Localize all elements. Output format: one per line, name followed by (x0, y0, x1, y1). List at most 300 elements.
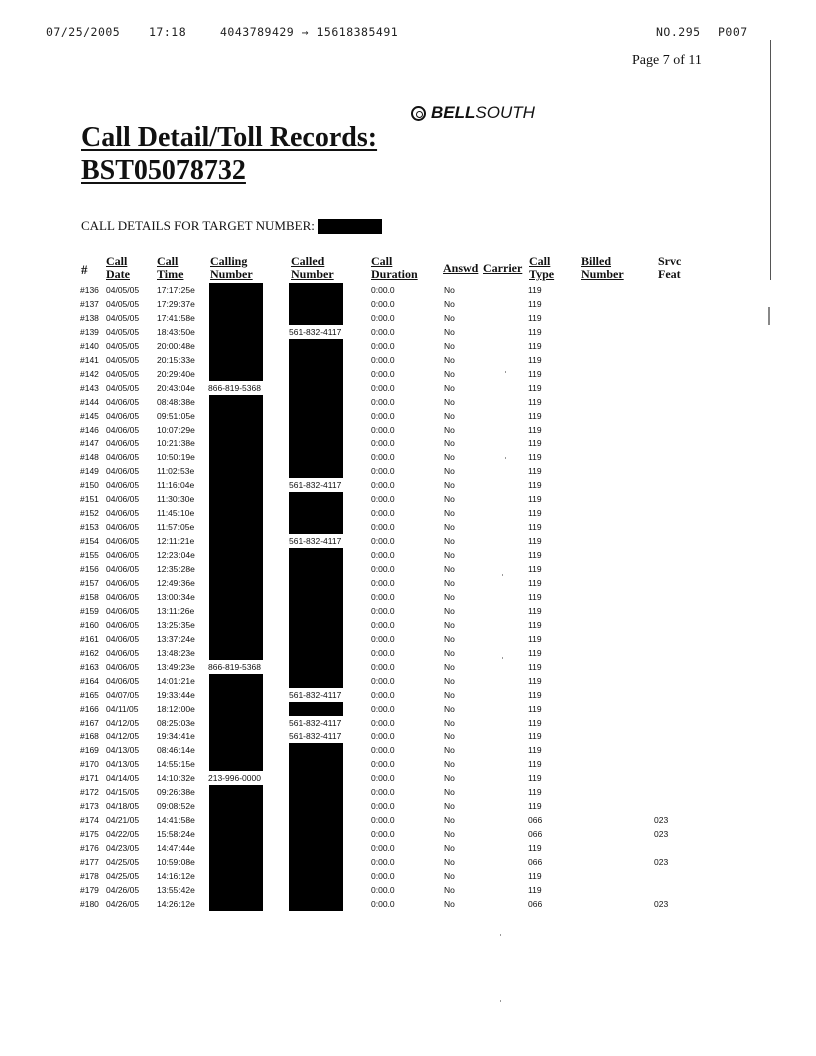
header-srvc-feat: Srvc Feat (658, 254, 682, 281)
call-type: 119 (528, 578, 542, 588)
answered-flag: No (444, 843, 455, 853)
answered-flag: No (444, 856, 455, 867)
call-duration: 0:00.0 (371, 884, 395, 895)
answered-flag: No (444, 605, 455, 616)
called-number-redaction (289, 283, 343, 297)
calling-number-redaction (209, 297, 263, 311)
call-time: 19:34:41e (157, 731, 195, 742)
answered-flag: No (444, 787, 455, 798)
answered-flag: No (444, 689, 455, 700)
calling-number-redaction (209, 688, 263, 702)
record-number: #153 (80, 522, 99, 533)
calling-number-redaction (209, 325, 263, 339)
answered-flag: No (444, 466, 455, 477)
calling-number-redaction (209, 813, 263, 827)
scan-speck (505, 457, 506, 459)
call-duration: 0:00.0 (371, 410, 395, 421)
call-time: 13:00:34e (157, 591, 195, 602)
call-time: 09:51:05e (157, 410, 195, 421)
call-time: 13:48:23e (157, 647, 195, 658)
calling-number-redaction (209, 562, 263, 576)
call-time: 17:17:25e (157, 285, 195, 295)
record-number: #146 (80, 424, 99, 435)
calling-number-redaction (209, 423, 263, 437)
call-duration: 0:00.0 (371, 591, 395, 602)
record-number: #157 (80, 578, 99, 588)
record-number: #177 (80, 856, 99, 867)
call-time: 09:26:38e (157, 787, 195, 798)
table-row (80, 729, 700, 743)
call-duration: 0:00.0 (371, 661, 395, 672)
call-date: 04/05/05 (106, 354, 140, 365)
called-number-redaction (289, 785, 343, 799)
call-duration: 0:00.0 (371, 773, 395, 784)
call-duration: 0:00.0 (371, 396, 395, 407)
call-type: 119 (528, 605, 542, 616)
call-type: 119 (528, 424, 542, 435)
calling-number-redaction (209, 409, 263, 423)
call-date: 04/06/05 (106, 550, 140, 560)
scan-edge-mark (768, 307, 770, 325)
record-number: #180 (80, 898, 99, 909)
call-duration: 0:00.0 (371, 605, 395, 616)
call-time: 19:33:44e (157, 689, 195, 700)
record-number: #149 (80, 466, 99, 477)
call-duration: 0:00.0 (371, 382, 395, 393)
service-feature: 023 (654, 829, 669, 839)
calling-number-redaction (209, 743, 263, 757)
scan-speck (505, 371, 506, 373)
call-date: 04/06/05 (106, 578, 140, 588)
call-type: 119 (528, 382, 542, 393)
call-type: 119 (528, 285, 542, 295)
service-feature: 023 (654, 856, 669, 867)
calling-number-redaction (209, 716, 263, 730)
answered-flag: No (444, 661, 455, 672)
calling-number-redaction (209, 520, 263, 534)
calling-number-redaction (209, 478, 263, 492)
header-billed-number: Billed Number (581, 254, 624, 281)
called-number-redaction (289, 813, 343, 827)
call-time: 10:50:19e (157, 452, 195, 463)
call-duration: 0:00.0 (371, 424, 395, 435)
call-time: 11:02:53e (157, 466, 195, 477)
calling-number-redaction (209, 618, 263, 632)
table-row (80, 367, 700, 381)
table-row (80, 855, 700, 869)
record-number: #171 (80, 773, 99, 784)
scan-edge-line (770, 40, 771, 280)
call-date: 04/23/05 (106, 843, 140, 853)
call-type: 119 (528, 731, 542, 742)
call-type: 119 (528, 550, 542, 560)
call-time: 11:16:04e (157, 480, 195, 491)
fax-header (46, 25, 770, 41)
answered-flag: No (444, 326, 455, 337)
call-type: 119 (528, 647, 542, 658)
calling-number-redaction (209, 311, 263, 325)
answered-flag: No (444, 815, 455, 826)
called-number-redaction (289, 311, 343, 325)
calling-number-redaction (209, 841, 263, 855)
call-type: 119 (528, 787, 542, 798)
call-date: 04/06/05 (106, 661, 140, 672)
calling-number-redaction (209, 702, 263, 716)
header-carrier: Carrier (483, 261, 523, 275)
call-date: 04/06/05 (106, 522, 140, 533)
call-time: 08:48:38e (157, 396, 195, 407)
record-number: #148 (80, 452, 99, 463)
fax-number: NO.295 (656, 25, 701, 39)
call-date: 04/06/05 (106, 675, 140, 686)
table-row (80, 283, 700, 297)
header-num: # (81, 262, 88, 277)
call-time: 20:00:48e (157, 340, 195, 351)
called-number-redaction (289, 855, 343, 869)
record-number: #142 (80, 368, 99, 379)
call-type: 119 (528, 326, 542, 337)
called-number-redaction (289, 576, 343, 590)
header-call-date: Call Date (106, 254, 130, 281)
call-date: 04/06/05 (106, 452, 140, 463)
table-row (80, 827, 700, 841)
answered-flag: No (444, 550, 455, 560)
table-row (80, 576, 700, 590)
target-label-text: CALL DETAILS FOR TARGET NUMBER: (81, 218, 315, 233)
record-number: #141 (80, 354, 99, 365)
called-number-redaction (289, 604, 343, 618)
table-row (80, 869, 700, 883)
call-date: 04/06/05 (106, 424, 140, 435)
call-duration: 0:00.0 (371, 578, 395, 588)
call-duration: 0:00.0 (371, 675, 395, 686)
call-type: 119 (528, 884, 542, 895)
answered-flag: No (444, 731, 455, 742)
answered-flag: No (444, 340, 455, 351)
answered-flag: No (444, 591, 455, 602)
call-duration: 0:00.0 (371, 340, 395, 351)
call-date: 04/06/05 (106, 508, 140, 519)
table-row (80, 311, 700, 325)
record-number: #163 (80, 661, 99, 672)
call-time: 13:37:24e (157, 633, 195, 644)
call-type: 119 (528, 843, 542, 853)
call-date: 04/06/05 (106, 438, 140, 449)
table-row (80, 841, 700, 855)
table-row (80, 813, 700, 827)
call-date: 04/06/05 (106, 619, 140, 630)
call-duration: 0:00.0 (371, 815, 395, 826)
call-type: 119 (528, 340, 542, 351)
called-number-redaction (289, 367, 343, 381)
call-date: 04/05/05 (106, 326, 140, 337)
answered-flag: No (444, 536, 455, 547)
record-number: #154 (80, 536, 99, 547)
answered-flag: No (444, 717, 455, 728)
call-type: 119 (528, 410, 542, 421)
calling-number-redaction (209, 883, 263, 897)
header-call-time: Call Time (157, 254, 184, 281)
call-time: 20:43:04e (157, 382, 195, 393)
call-duration: 0:00.0 (371, 564, 395, 574)
answered-flag: No (444, 494, 455, 505)
table-row (80, 632, 700, 646)
record-number: #144 (80, 396, 99, 407)
table-row (80, 409, 700, 423)
call-date: 04/05/05 (106, 368, 140, 379)
called-number-redaction (289, 297, 343, 311)
record-number: #140 (80, 340, 99, 351)
call-time: 18:12:00e (157, 703, 195, 714)
bell-icon (411, 106, 426, 121)
scan-speck (500, 934, 501, 936)
answered-flag: No (444, 647, 455, 658)
called-number-redaction (289, 520, 343, 534)
table-row (80, 520, 700, 534)
call-date: 04/05/05 (106, 285, 140, 295)
call-type: 119 (528, 396, 542, 407)
header-call-type: Call Type (529, 254, 555, 281)
answered-flag: No (444, 480, 455, 491)
call-time: 11:45:10e (157, 508, 195, 519)
table-row (80, 785, 700, 799)
call-duration: 0:00.0 (371, 745, 395, 756)
called-number-redaction (289, 464, 343, 478)
answered-flag: No (444, 564, 455, 574)
calling-number-redaction (209, 632, 263, 646)
call-duration: 0:00.0 (371, 550, 395, 560)
table-row (80, 381, 700, 395)
call-time: 12:11:21e (157, 536, 195, 547)
scan-speck (502, 574, 503, 576)
called-number: 561-832-4117 (289, 326, 342, 337)
call-date: 04/13/05 (106, 759, 140, 770)
called-number-redaction (289, 841, 343, 855)
call-date: 04/06/05 (106, 536, 140, 547)
call-duration: 0:00.0 (371, 508, 395, 519)
table-row (80, 562, 700, 576)
fax-date: 07/25/2005 (46, 25, 121, 39)
call-type: 119 (528, 633, 542, 644)
record-number: #170 (80, 759, 99, 770)
record-number: #167 (80, 717, 99, 728)
calling-number-redaction (209, 799, 263, 813)
answered-flag: No (444, 354, 455, 365)
call-date: 04/05/05 (106, 298, 140, 309)
table-row (80, 799, 700, 813)
call-time: 20:15:33e (157, 354, 195, 365)
call-time: 10:21:38e (157, 438, 195, 449)
header-answered: Answd (443, 261, 479, 275)
answered-flag: No (444, 522, 455, 533)
answered-flag: No (444, 773, 455, 784)
table-row (80, 757, 700, 771)
called-number-redaction (289, 590, 343, 604)
table-row (80, 464, 700, 478)
called-number-redaction (289, 771, 343, 785)
call-type: 119 (528, 745, 542, 756)
called-number-redaction (289, 827, 343, 841)
record-number: #155 (80, 550, 99, 560)
call-date: 04/15/05 (106, 787, 140, 798)
table-row (80, 646, 700, 660)
table-row (80, 674, 700, 688)
calling-number: 213-996-0000 (208, 773, 261, 784)
table-row (80, 506, 700, 520)
calling-number: 866-819-5368 (208, 382, 261, 393)
record-number: #143 (80, 382, 99, 393)
call-time: 14:26:12e (157, 898, 195, 909)
record-number: #162 (80, 647, 99, 658)
record-number: #179 (80, 884, 99, 895)
call-duration: 0:00.0 (371, 536, 395, 547)
called-number-redaction (289, 506, 343, 520)
record-number: #156 (80, 564, 99, 574)
call-type: 066 (528, 815, 543, 826)
call-type: 119 (528, 801, 542, 812)
called-number-redaction (289, 883, 343, 897)
fax-page: P007 (718, 25, 748, 39)
record-number: #137 (80, 298, 99, 309)
table-row (80, 897, 700, 911)
answered-flag: No (444, 829, 455, 839)
call-date: 04/06/05 (106, 591, 140, 602)
call-type: 119 (528, 508, 542, 519)
call-duration: 0:00.0 (371, 856, 395, 867)
record-number: #168 (80, 731, 99, 742)
call-duration: 0:00.0 (371, 717, 395, 728)
calling-number-redaction (209, 339, 263, 353)
call-type: 119 (528, 494, 542, 505)
table-row (80, 450, 700, 464)
call-duration: 0:00.0 (371, 312, 395, 323)
record-number: #161 (80, 633, 99, 644)
call-date: 04/26/05 (106, 884, 140, 895)
called-number-redaction (289, 381, 343, 395)
table-row (80, 716, 700, 730)
called-number-redaction (289, 395, 343, 409)
answered-flag: No (444, 424, 455, 435)
call-time: 13:11:26e (157, 605, 195, 616)
call-date: 04/18/05 (106, 801, 140, 812)
call-time: 12:23:04e (157, 550, 195, 560)
called-number: 561-832-4117 (289, 536, 342, 547)
called-number-redaction (289, 646, 343, 660)
call-type: 119 (528, 438, 542, 449)
call-duration: 0:00.0 (371, 829, 395, 839)
called-number-redaction (289, 450, 343, 464)
record-number: #165 (80, 689, 99, 700)
record-number: #136 (80, 285, 99, 295)
call-type: 119 (528, 522, 542, 533)
call-duration: 0:00.0 (371, 759, 395, 770)
record-number: #176 (80, 843, 99, 853)
call-time: 14:47:44e (157, 843, 195, 853)
calling-number: 866-819-5368 (208, 661, 261, 672)
calling-number-redaction (209, 395, 263, 409)
calling-number-redaction (209, 604, 263, 618)
called-number: 561-832-4117 (289, 480, 342, 491)
logo-light-text: SOUTH (475, 103, 535, 122)
answered-flag: No (444, 801, 455, 812)
call-type: 119 (528, 354, 542, 365)
answered-flag: No (444, 452, 455, 463)
call-duration: 0:00.0 (371, 354, 395, 365)
called-number-redaction (289, 702, 343, 716)
call-time: 14:41:58e (157, 815, 195, 826)
calling-number-redaction (209, 576, 263, 590)
call-time: 08:46:14e (157, 745, 195, 756)
call-duration: 0:00.0 (371, 647, 395, 658)
redaction-box (318, 219, 382, 234)
calling-number-redaction (209, 869, 263, 883)
record-number: #175 (80, 829, 99, 839)
call-type: 119 (528, 591, 542, 602)
called-number-redaction (289, 632, 343, 646)
called-number-redaction (289, 799, 343, 813)
call-type: 119 (528, 536, 542, 547)
call-date: 04/05/05 (106, 340, 140, 351)
scan-speck (502, 657, 503, 659)
table-row (80, 771, 700, 785)
answered-flag: No (444, 759, 455, 770)
table-row (80, 604, 700, 618)
table-row (80, 395, 700, 409)
call-duration: 0:00.0 (371, 843, 395, 853)
record-number: #178 (80, 870, 99, 881)
call-type: 119 (528, 759, 542, 770)
called-number-redaction (289, 660, 343, 674)
answered-flag: No (444, 633, 455, 644)
call-type: 066 (528, 856, 543, 867)
call-duration: 0:00.0 (371, 452, 395, 463)
call-type: 066 (528, 898, 543, 909)
calling-number-redaction (209, 464, 263, 478)
called-number-redaction (289, 423, 343, 437)
answered-flag: No (444, 396, 455, 407)
call-duration: 0:00.0 (371, 480, 395, 491)
calling-number-redaction (209, 785, 263, 799)
bellsouth-logo (411, 103, 535, 123)
answered-flag: No (444, 298, 455, 309)
table-row (80, 688, 700, 702)
answered-flag: No (444, 368, 455, 379)
call-date: 04/12/05 (106, 731, 140, 742)
called-number-redaction (289, 339, 343, 353)
record-number: #145 (80, 410, 99, 421)
fax-time: 17:18 (149, 25, 187, 39)
record-number: #150 (80, 480, 99, 491)
call-date: 04/06/05 (106, 605, 140, 616)
call-date: 04/06/05 (106, 647, 140, 658)
record-number: #174 (80, 815, 99, 826)
service-feature: 023 (654, 898, 669, 909)
answered-flag: No (444, 285, 455, 295)
call-duration: 0:00.0 (371, 466, 395, 477)
call-time: 14:10:32e (157, 773, 195, 784)
record-number: #152 (80, 508, 99, 519)
call-date: 04/12/05 (106, 717, 140, 728)
target-number-label (81, 218, 382, 234)
call-date: 04/05/05 (106, 382, 140, 393)
table-row (80, 423, 700, 437)
call-date: 04/25/05 (106, 870, 140, 881)
called-number-redaction (289, 436, 343, 450)
scan-speck (500, 1000, 501, 1002)
called-number-redaction (289, 743, 343, 757)
call-time: 18:43:50e (157, 326, 195, 337)
service-feature: 023 (654, 815, 669, 826)
